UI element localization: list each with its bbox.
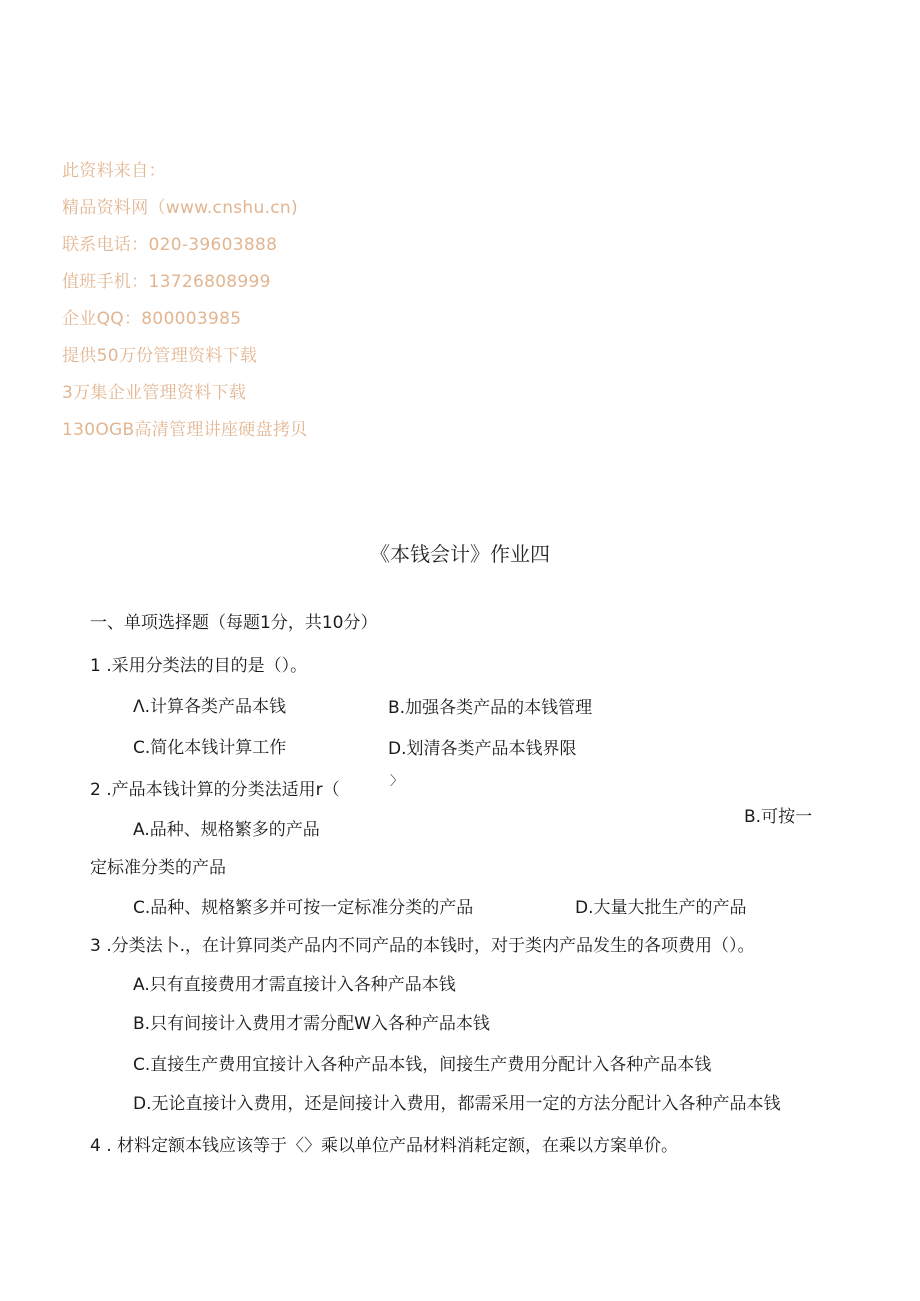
question-2-option-d: D.大量大批生产的产品 (575, 898, 747, 918)
question-2-option-a: A.品种、规格繁多的产品 (133, 820, 320, 840)
ad-offer-line-2: 3万集企业管理资料下载 (62, 383, 247, 403)
document-title: 《本钱会计》作业四 (370, 542, 550, 566)
ad-phone-line: 联系电话：020-39603888 (62, 235, 278, 255)
question-2-option-c: C.品种、规格繁多并可按一定标准分类的产品 (133, 898, 474, 918)
question-2-option-b-part1: B.可按一 (744, 807, 813, 827)
question-1-option-b: B.加强各类产品的本钱管理 (388, 698, 593, 718)
ad-offer-line-1: 提供50万份管理资料下载 (62, 346, 258, 366)
ad-mobile-line: 值班手机：13726808999 (62, 272, 271, 292)
ad-qq-line: 企业QQ：800003985 (62, 309, 242, 329)
question-2-stem-tail: 〉 (390, 774, 404, 789)
question-2-option-b-part2: 定标准分类的产品 (90, 858, 226, 878)
ad-offer-line-3: 130OGB高清管理讲座硬盘拷贝 (62, 420, 308, 440)
question-2-stem: 2 .产品本钱计算的分类法适用r（ (90, 780, 340, 800)
question-1-option-c: C.简化本钱计算工作 (133, 738, 287, 758)
question-1-option-d: D.划清各类产品本钱界限 (388, 739, 577, 759)
question-3-option-a: A.只有直接费用才需直接计入各种产品本钱 (133, 975, 456, 995)
question-3-option-b: B.只有间接计入费用才需分配W入各种产品本钱 (133, 1014, 490, 1034)
question-4-stem: 4 . 材料定额本钱应该等于〈〉乘以单位产品材料消耗定额，在乘以方案单价。 (90, 1136, 679, 1156)
question-3-option-c: C.直接生产费用宜接计入各种产品本钱，间接生产费用分配计入各种产品本钱 (133, 1055, 712, 1075)
question-1-option-a: Λ.计算各类产品本钱 (133, 697, 287, 717)
ad-website-line: 精品资料网（www.cnshu.cn) (62, 198, 298, 218)
question-3-stem: 3 .分类法卜.，在计算同类产品内不同产品的本钱时，对于类内产品发生的各项费用（）。 (90, 936, 755, 956)
section-heading: 一、单项选择题（每题1分，共10分） (90, 613, 378, 633)
ad-source-line: 此资料来自： (62, 161, 166, 181)
question-3-option-d: D.无论直接计入费用，还是间接计入费用，都需采用一定的方法分配计入各种产品本钱 (133, 1094, 781, 1114)
question-1-stem: 1 .采用分类法的目的是（）。 (90, 656, 308, 676)
